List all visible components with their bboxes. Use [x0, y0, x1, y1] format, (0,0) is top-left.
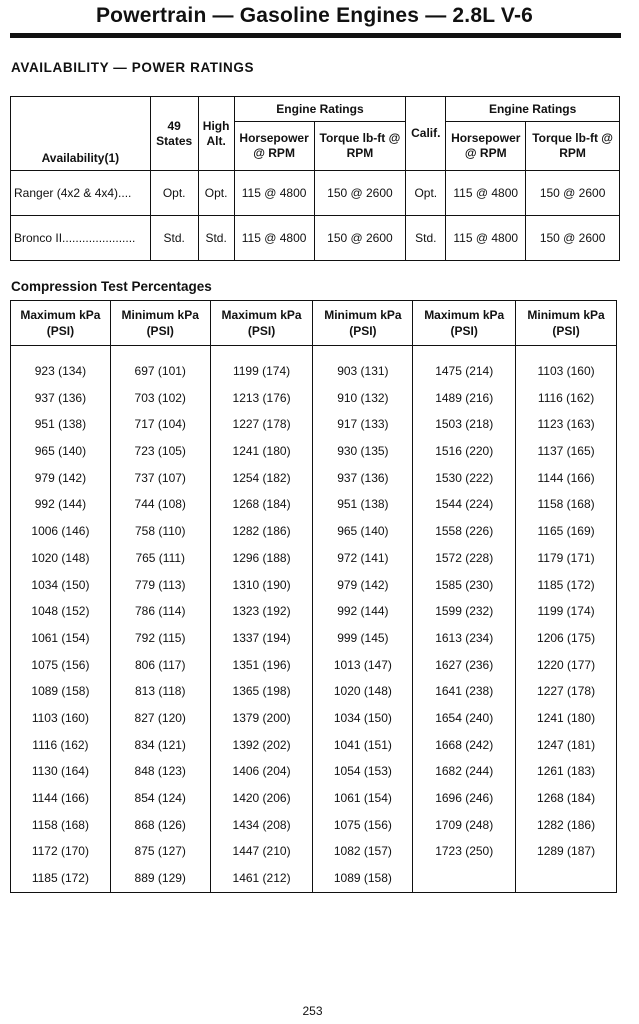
compression-column	[313, 346, 413, 893]
availability-heading: AVAILABILITY — POWER RATINGS	[11, 60, 255, 75]
compression-value: 1075 (156)	[333, 817, 392, 832]
compression-value: 1241 (180)	[232, 444, 291, 459]
compression-value: 992 (144)	[337, 604, 389, 619]
compression-value: 1475 (214)	[435, 364, 494, 378]
compression-value: 827 (120)	[134, 710, 186, 725]
header-engine-ratings: Engine Ratings	[234, 97, 406, 122]
compression-value: 806 (117)	[134, 657, 186, 672]
compression-value: 965 (140)	[34, 444, 87, 459]
compression-value: 903 (131)	[337, 364, 389, 378]
compression-value: 1544 (224)	[435, 497, 494, 512]
compression-value: 848 (123)	[134, 764, 186, 779]
header-calif: Calif.	[406, 97, 446, 171]
compression-value: 854 (124)	[134, 791, 186, 805]
compression-value: 1075 (156)	[31, 657, 90, 672]
compression-value: 1034 (150)	[31, 577, 90, 592]
compression-value: 937 (136)	[337, 470, 389, 485]
cell-horsepower: 115 @ 4800	[446, 216, 526, 261]
compression-value: 1723 (250)	[435, 844, 494, 859]
compression-value: 1227 (178)	[537, 684, 596, 699]
compression-value: 1061 (154)	[31, 630, 90, 645]
compression-value: 875 (127)	[134, 844, 186, 859]
compression-value: 1137 (165)	[537, 444, 595, 459]
cell-torque: 150 @ 2600	[526, 216, 620, 261]
compression-value: 1613 (234)	[435, 630, 494, 645]
compression-value: 703 (102)	[134, 390, 186, 405]
compression-value: 1261 (183)	[537, 764, 596, 779]
compression-value: 999 (145)	[337, 630, 389, 645]
compression-value: 1530 (222)	[435, 470, 494, 485]
compression-value: 792 (115)	[134, 630, 186, 645]
compression-value: 951 (138)	[34, 417, 87, 432]
compression-value: 1103 (160)	[537, 364, 595, 378]
compression-value: 1103 (160)	[31, 710, 89, 725]
compression-value: 972 (141)	[337, 550, 389, 565]
compression-value: 1461 (212)	[232, 871, 291, 886]
compression-value: 1572 (228)	[435, 550, 494, 565]
compression-value: 1447 (210)	[232, 844, 291, 859]
compression-value: 1041 (151)	[333, 737, 392, 752]
compression-value: 1165 (169)	[537, 524, 595, 539]
compression-table	[10, 300, 617, 893]
header-availability: Availability(1)	[11, 97, 151, 171]
header-engine-ratings: Engine Ratings	[446, 97, 620, 122]
compression-column	[110, 346, 210, 893]
compression-value: 1516 (220)	[435, 444, 494, 459]
compression-value: 868 (126)	[134, 817, 186, 832]
compression-value: 1123 (163)	[537, 417, 595, 432]
compression-value: 1682 (244)	[435, 764, 494, 779]
cell-horsepower: 115 @ 4800	[234, 216, 314, 261]
compression-value: 1089 (158)	[31, 684, 90, 699]
compression-value: 1585 (230)	[435, 577, 494, 592]
compression-value: 765 (111)	[135, 550, 186, 565]
compression-value: 1268 (184)	[537, 791, 596, 805]
compression-column	[11, 346, 111, 893]
compression-value: 992 (144)	[34, 497, 87, 512]
compression-value: 1654 (240)	[435, 710, 494, 725]
cell-horsepower: 115 @ 4800	[234, 171, 314, 216]
compression-value: 1254 (182)	[232, 470, 291, 485]
compression-value: 1289 (187)	[537, 844, 596, 859]
compression-value: 1696 (246)	[435, 791, 494, 805]
compression-value: 917 (133)	[337, 417, 389, 432]
title-rule	[10, 33, 621, 38]
cell-torque: 150 @ 2600	[314, 171, 406, 216]
compression-value: 965 (140)	[337, 524, 389, 539]
table-row	[11, 216, 620, 261]
compression-value: 1489 (216)	[435, 390, 494, 405]
cell-high-alt: Opt.	[198, 171, 234, 216]
compression-value: 1082 (157)	[333, 844, 392, 859]
compression-value: 1282 (186)	[537, 817, 596, 832]
compression-value: 1420 (206)	[232, 791, 291, 805]
header-minimum: Minimum kPa (PSI)	[110, 301, 210, 346]
cell-availability: Bronco II......................	[11, 216, 151, 261]
compression-value: 1144 (166)	[537, 470, 595, 485]
compression-column	[413, 346, 516, 893]
compression-value: 1116 (162)	[537, 390, 595, 405]
compression-value: 979 (142)	[34, 470, 87, 485]
table-row	[11, 171, 620, 216]
compression-value: 758 (110)	[134, 524, 186, 539]
header-maximum: Maximum kPa (PSI)	[413, 301, 516, 346]
compression-value: 1116 (162)	[32, 737, 89, 752]
compression-value: 1089 (158)	[333, 871, 392, 886]
compression-value: 1213 (176)	[232, 390, 291, 405]
header-high-alt: High Alt.	[198, 97, 234, 171]
compression-value: 697 (101)	[134, 364, 186, 378]
compression-value: 1185 (172)	[31, 871, 89, 886]
compression-value: 1048 (152)	[31, 604, 90, 619]
compression-value: 889 (129)	[134, 871, 186, 886]
compression-value: 1185 (172)	[537, 577, 595, 592]
compression-value: 786 (114)	[134, 604, 186, 619]
compression-value: 1247 (181)	[537, 737, 596, 752]
compression-value: 813 (118)	[134, 684, 186, 699]
compression-value: 1641 (238)	[435, 684, 494, 699]
compression-value: 1158 (168)	[31, 817, 89, 832]
compression-value: 1199 (174)	[537, 604, 595, 619]
compression-value: 1006 (146)	[31, 524, 90, 539]
compression-value: 1310 (190)	[232, 577, 291, 592]
header-horsepower: Horsepower @ RPM	[446, 122, 526, 171]
header-horsepower: Horsepower @ RPM	[234, 122, 314, 171]
compression-value: 1709 (248)	[435, 817, 494, 832]
compression-value: 923 (134)	[34, 364, 87, 378]
compression-value: 744 (108)	[134, 497, 186, 512]
cell-availability: Ranger (4x2 & 4x4)....	[11, 171, 151, 216]
compression-value: 1206 (175)	[537, 630, 596, 645]
compression-value: 979 (142)	[337, 577, 389, 592]
page-number: 253	[302, 1004, 323, 1018]
compression-value: 1172 (170)	[31, 844, 89, 859]
compression-value: 1034 (150)	[333, 710, 392, 725]
compression-value: 717 (104)	[134, 417, 186, 432]
compression-value: 1392 (202)	[232, 737, 291, 752]
header-49-states: 49 States	[150, 97, 198, 171]
compression-value: 1144 (166)	[31, 791, 89, 805]
cell-49-states: Opt.	[150, 171, 198, 216]
header-torque: Torque lb-ft @ RPM	[526, 122, 620, 171]
header-minimum: Minimum kPa (PSI)	[313, 301, 413, 346]
compression-value: 1013 (147)	[333, 657, 392, 672]
compression-value: 1199 (174)	[232, 364, 291, 378]
compression-heading: Compression Test Percentages	[11, 279, 212, 294]
compression-value: 1158 (168)	[537, 497, 595, 512]
cell-horsepower: 115 @ 4800	[446, 171, 526, 216]
compression-value: 834 (121)	[134, 737, 186, 752]
cell-high-alt: Std.	[198, 216, 234, 261]
compression-value: 1558 (226)	[435, 524, 494, 539]
header-minimum: Minimum kPa (PSI)	[516, 301, 617, 346]
compression-value: 1179 (171)	[537, 550, 595, 565]
compression-value: 1351 (196)	[232, 657, 291, 672]
compression-value: 737 (107)	[134, 470, 186, 485]
cell-torque: 150 @ 2600	[526, 171, 620, 216]
compression-value: 937 (136)	[34, 390, 87, 405]
compression-value: 779 (113)	[134, 577, 186, 592]
compression-value: 1020 (148)	[333, 684, 392, 699]
compression-value: 1130 (164)	[31, 764, 89, 779]
compression-value: 1337 (194)	[232, 630, 291, 645]
compression-value: 1668 (242)	[435, 737, 494, 752]
compression-value: 1296 (188)	[232, 550, 291, 565]
compression-value: 1020 (148)	[31, 550, 90, 565]
page-title: Powertrain — Gasoline Engines — 2.8L V-6	[95, 4, 534, 27]
cell-calif: Opt.	[406, 171, 446, 216]
compression-value: 1268 (184)	[232, 497, 291, 512]
compression-value: 1434 (208)	[232, 817, 291, 832]
compression-value: 910 (132)	[337, 390, 389, 405]
compression-value: 1379 (200)	[232, 710, 291, 725]
compression-value: 723 (105)	[134, 444, 186, 459]
compression-column	[210, 346, 313, 893]
compression-value: 1220 (177)	[537, 657, 596, 672]
compression-value: 951 (138)	[337, 497, 389, 512]
compression-value: 1406 (204)	[232, 764, 291, 779]
header-torque: Torque lb-ft @ RPM	[314, 122, 406, 171]
compression-value: 930 (135)	[337, 444, 389, 459]
cell-49-states: Std.	[150, 216, 198, 261]
compression-value: 1054 (153)	[333, 764, 392, 779]
cell-calif: Std.	[406, 216, 446, 261]
compression-value: 1323 (192)	[232, 604, 291, 619]
compression-value: 1627 (236)	[435, 657, 494, 672]
header-maximum: Maximum kPa (PSI)	[11, 301, 111, 346]
compression-value: 1503 (218)	[435, 417, 494, 432]
header-maximum: Maximum kPa (PSI)	[210, 301, 313, 346]
cell-torque: 150 @ 2600	[314, 216, 406, 261]
compression-value: 1282 (186)	[232, 524, 291, 539]
availability-table	[10, 96, 620, 261]
compression-value: 1227 (178)	[232, 417, 291, 432]
compression-value: 1365 (198)	[232, 684, 291, 699]
compression-column	[516, 346, 617, 893]
compression-value: 1599 (232)	[435, 604, 494, 619]
compression-value: 1061 (154)	[333, 791, 392, 805]
compression-value: 1241 (180)	[537, 710, 596, 725]
